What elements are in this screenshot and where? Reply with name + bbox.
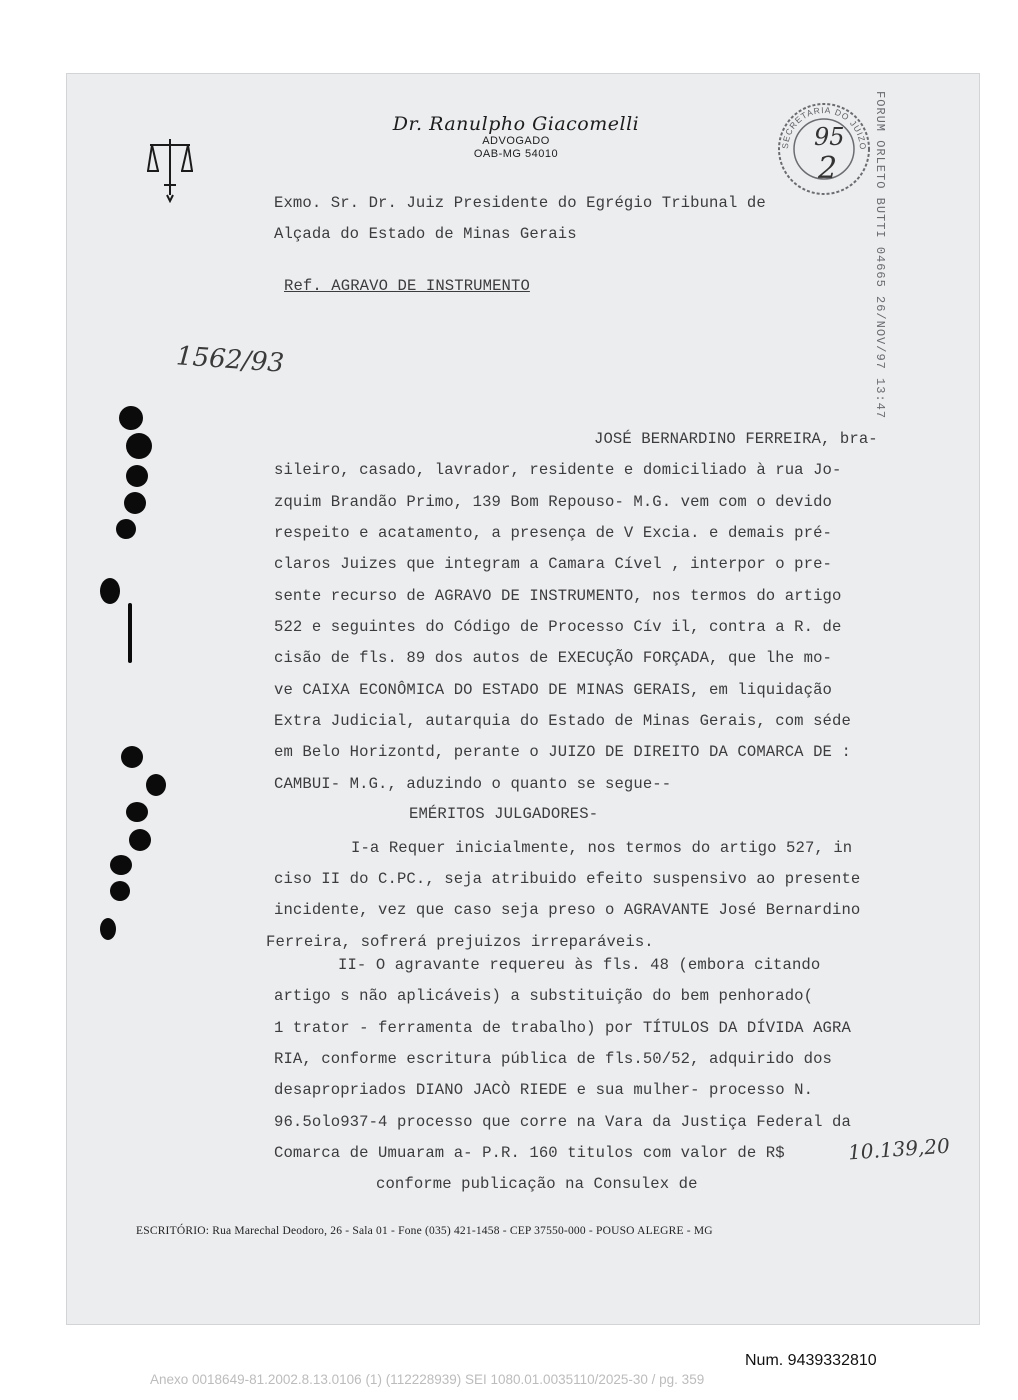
punch-hole xyxy=(126,802,148,822)
protocol-stamp xyxy=(871,91,891,421)
handwritten-amount: 10.139,20 xyxy=(847,1133,951,1165)
body-line: JOSÉ BERNARDINO FERREIRA, bra- xyxy=(594,430,878,448)
addressee-line-2: Alçada do Estado de Minas Gerais xyxy=(274,225,577,243)
body-line: II- O agravante requereu às fls. 48 (embora citando xyxy=(338,956,821,974)
punch-hole xyxy=(110,881,130,901)
punch-hole xyxy=(100,578,120,604)
section-heading: EMÉRITOS JULGADORES- xyxy=(409,805,599,823)
punch-hole xyxy=(146,774,166,796)
body-line: claros Juizes que integram a Camara Cível , interpor o pre- xyxy=(274,555,833,573)
addressee-line-1: Exmo. Sr. Dr. Juiz Presidente do Egrégio Tribunal de xyxy=(274,194,766,212)
punch-hole xyxy=(128,603,132,663)
body-line: ciso II do C.PC., seja atribuido efeito suspensivo ao presente xyxy=(274,870,861,888)
punch-hole xyxy=(100,918,116,940)
punch-hole xyxy=(116,519,136,539)
court-seal-stamp xyxy=(776,101,872,197)
office-address: ESCRITÓRIO: Rua Marechal Deodoro, 26 - Sala 01 - Fone (035) 421-1458 - CEP 37550-000 - POUSO ALEGRE - MG xyxy=(136,1225,713,1237)
body-line: RIA, conforme escritura pública de fls.50/52, adquirido dos xyxy=(274,1050,833,1068)
body-line: Extra Judicial, autarquia do Estado de Minas Gerais, com séde xyxy=(274,712,851,730)
body-line: ve CAIXA ECONÔMICA DO ESTADO DE MINAS GERAIS, em liquidação xyxy=(274,681,833,699)
scanned-page xyxy=(66,73,980,1325)
punch-hole xyxy=(110,855,132,875)
body-line: Ferreira, sofrerá prejuizos irreparáveis. xyxy=(266,933,654,951)
punch-hole xyxy=(119,406,143,430)
sei-footer: Anexo 0018649-81.2002.8.13.0106 (1) (112228939) SEI 1080.01.0035110/2025-30 / pg. 359 xyxy=(150,1372,705,1387)
body-line: incidente, vez que caso seja preso o AGRAVANTE José Bernardino xyxy=(274,901,861,919)
body-line: I-a Requer inicialmente, nos termos do artigo 527, in xyxy=(351,839,853,857)
body-line: artigo s não aplicáveis) a substituição do bem penhorado( xyxy=(274,987,814,1005)
seal-handwritten-top: 95 xyxy=(814,123,845,151)
body-line: zquim Brandão Primo, 139 Bom Repouso- M.G. vem com o devido xyxy=(274,493,833,511)
protocol-stamp-text: FORUM ORLETO BUTTI 04665 26/NOV/97 13:47 xyxy=(873,91,887,420)
lawyer-title: ADVOGADO xyxy=(482,135,550,147)
reference-line: Ref. AGRAVO DE INSTRUMENTO xyxy=(284,277,530,295)
seal-ring-text: SECRETARIA DO JUIZO xyxy=(779,104,869,151)
punch-hole xyxy=(121,746,143,768)
punch-hole xyxy=(129,829,151,851)
body-line: 1 trator - ferramenta de trabalho) por TÍTULOS DA DÍVIDA AGRA xyxy=(274,1019,851,1037)
oab-number: OAB-MG 54010 xyxy=(473,148,559,160)
document-number: Num. 9439332810 xyxy=(745,1352,877,1369)
handwritten-case-number: 1562/93 xyxy=(175,341,285,379)
seal-handwritten-bottom: 2 xyxy=(818,151,838,186)
body-line: CAMBUI- M.G., aduzindo o quanto se segue-- xyxy=(274,775,672,793)
lawyer-name: Dr. Ranulpho Giacomelli xyxy=(392,113,640,135)
body-line: desapropriados DIANO JACÒ RIEDE e sua mulher- processo N. xyxy=(274,1081,814,1099)
body-line: cisão de fls. 89 dos autos de EXECUÇÃO FORÇADA, que lhe mo- xyxy=(274,649,833,667)
body-line: em Belo Horizontd, perante o JUIZO DE DIREITO DA COMARCA DE : xyxy=(274,743,851,761)
body-line: Comarca de Umuaram a- P.R. 160 titulos com valor de R$ xyxy=(274,1144,785,1162)
body-line: respeito e acatamento, a presença de V Excia. e demais pré- xyxy=(274,524,833,542)
punch-hole xyxy=(126,465,148,487)
punch-hole xyxy=(124,492,146,514)
body-line: sente recurso de AGRAVO DE INSTRUMENTO, nos termos do artigo xyxy=(274,587,842,605)
body-line: sileiro, casado, lavrador, residente e domiciliado à rua Jo- xyxy=(274,461,842,479)
body-line: conforme publicação na Consulex de xyxy=(376,1175,698,1193)
punch-hole xyxy=(126,433,152,459)
scales-of-justice-icon xyxy=(146,133,194,203)
body-line: 96.5olo937-4 processo que corre na Vara da Justiça Federal da xyxy=(274,1113,851,1131)
letterhead xyxy=(366,113,666,161)
body-line: 522 e seguintes do Código de Processo Cív il, contra a R. de xyxy=(274,618,842,636)
